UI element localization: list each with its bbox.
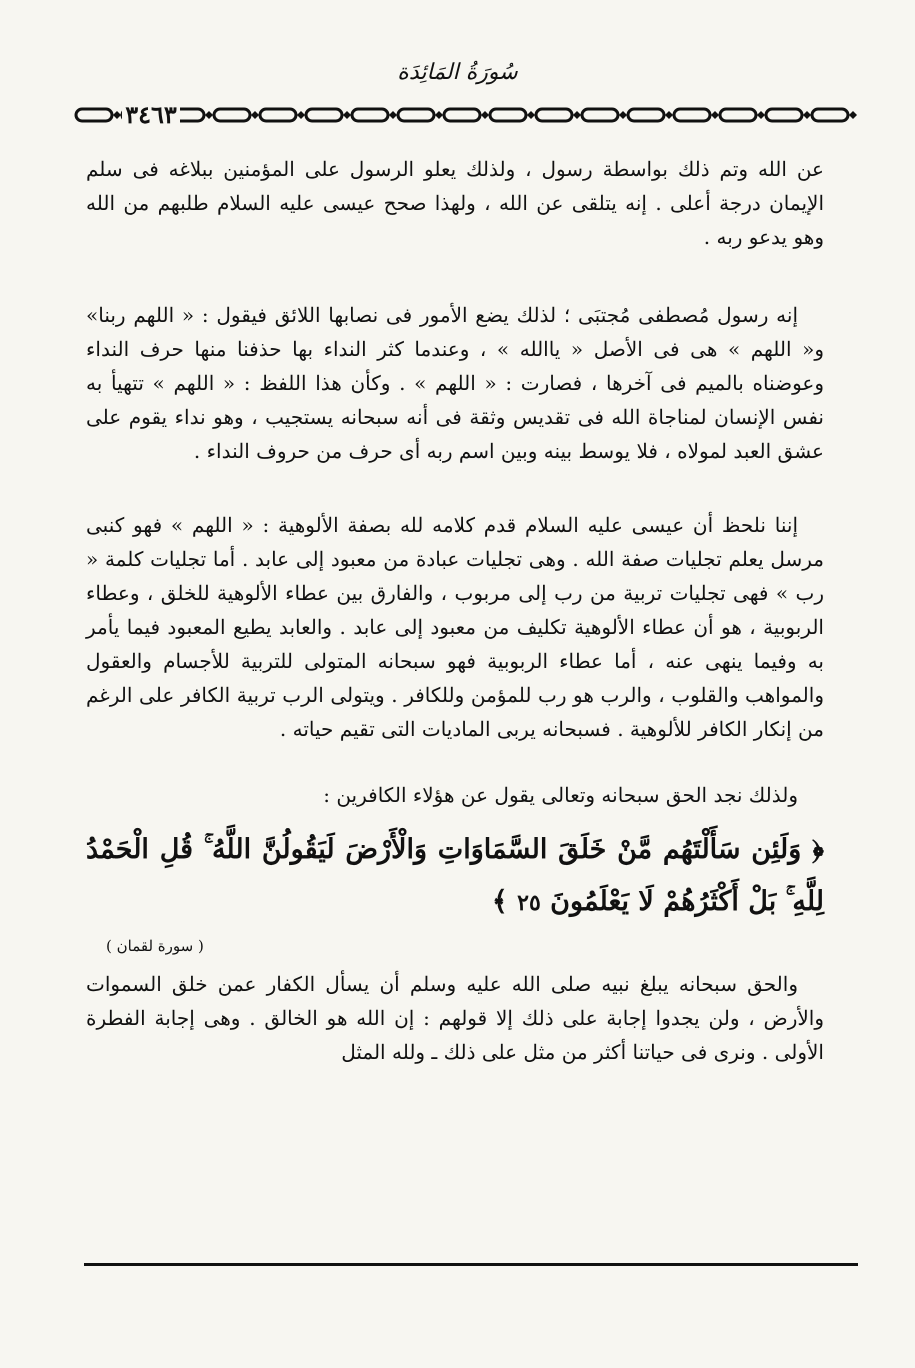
- page-content: [86, 152, 824, 1069]
- ornamental-chain-border: [74, 102, 866, 128]
- paragraph-4: ولذلك نجد الحق سبحانه وتعالى يقول عن هؤلاء الكافرين :: [323, 783, 798, 807]
- verse-source: ( سورة لقمان ): [106, 937, 204, 955]
- page-number: ٣٤٦٣: [122, 100, 180, 129]
- paragraph-2: إنه رسول مُصطفى مُجتبَى ؛ لذلك يضع الأمور فى نصابها اللائق فيقول : « اللهم ربنا» و« اللهم » هى فى الأصل « ياالله » ، وعندما كثر النداء بها حذفنا منها حرف النداء وعوضناه بالميم فى آخرها ، فصارت : « اللهم » . وكأن هذا اللفظ : « اللهم » تتهيأ به نفس الإنسان لمناجاة الله فى تقديس وثقة فى أنه سبحانه يستجيب ، وهو نداء يقوم على عشق العبد لمولاه ، فلا يوسط بينه وبين اسم ربه أى حرف من حروف النداء .: [86, 303, 825, 463]
- surah-title: سُورَةُ المَائِدَة: [397, 60, 518, 85]
- paragraph-3: إننا نلحظ أن عيسى عليه السلام قدم كلامه لله بصفة الألوهية : « اللهم » فهو كنبى مرسل يعلم تجليات صفة الله . وهى تجليات عبادة من معبود إلى عابد . أما تجليات كلمة « رب » فهى تجليات تربية من رب إلى مربوب ، والفارق بين عطاء الألوهية للخلق ، وعطاء الربوبية ، هو أن عطاء الألوهية تكليف من معبود إلى عابد . والعابد يطيع المعبود فيما يأمر به وفيما ينهى عنه ، أما عطاء الربوبية فهو سبحانه المتولى للتربية للأجسام والعقول والمواهب والقلوب ، والرب هو رب للمؤمن وللكافر . ويتولى الرب تربية الكافر على الرغم من إنكار الكافر للألوهية . فسبحانه يربى الماديات التى تقيم حياته .: [86, 513, 824, 741]
- quran-verse: [86, 824, 824, 929]
- bottom-rule: [84, 1263, 858, 1266]
- paragraph-5: والحق سبحانه يبلغ نبيه صلى الله عليه وسلم أن يسأل الكفار عمن خلق السموات والأرض ، ولن يجدوا إجابة على ذلك إلا قولهم : إن الله هو الخالق . وهى إجابة الفطرة الأولى . ونرى فى حياتنا أكثر من مثل على ذلك ـ ولله المثل: [86, 972, 824, 1064]
- verse-text: ﴿ وَلَئِن سَأَلْتَهُم مَّنْ خَلَقَ السَّمَاوَاتِ وَالْأَرْضَ لَيَقُولُنَّ اللَّهُ ۚ قُلِ الْحَمْدُ لِلَّهِ ۚ بَلْ أَكْثَرُهُمْ لَا يَعْلَمُونَ: [86, 834, 824, 917]
- verse-closing-bracket: ﴾: [491, 886, 508, 917]
- ayah-number: ٢٥: [517, 890, 541, 916]
- paragraph-1: عن الله وتم ذلك بواسطة رسول ، ولذلك يعلو الرسول على المؤمنين ببلاغه فى سلم الإيمان درجة أعلى . إنه يتلقى عن الله ، ولهذا صحح عيسى عليه السلام طلبهم من الله وهو يدعو ربه .: [86, 157, 824, 249]
